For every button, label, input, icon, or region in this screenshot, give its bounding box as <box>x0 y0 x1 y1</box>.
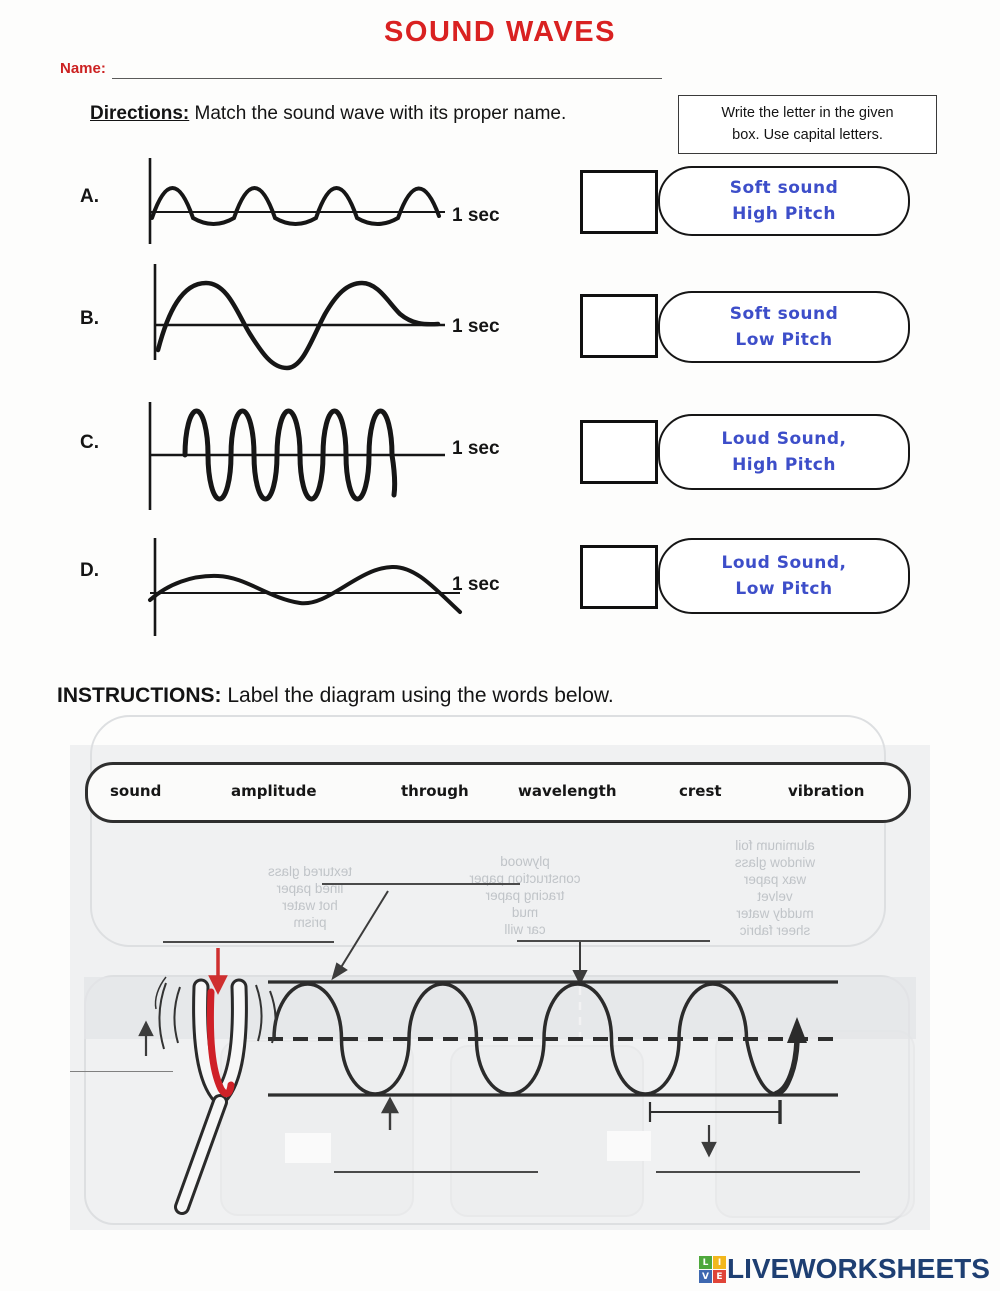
note-line-1: Write the letter in the given <box>721 105 894 122</box>
fork-up-arrow <box>140 1023 152 1056</box>
page-title: SOUND WAVES <box>384 16 616 48</box>
logo-cell-e: E <box>713 1270 726 1283</box>
directions-body: Match the sound wave with its proper name. <box>189 103 567 124</box>
time-label-c: 1 sec <box>452 438 500 459</box>
answer-box-a[interactable] <box>580 170 658 234</box>
directions-text <box>90 103 566 125</box>
wave-label-a: A. <box>80 186 99 207</box>
time-label-b: 1 sec <box>452 316 500 337</box>
time-label-d: 1 sec <box>452 574 500 595</box>
directions-label: Directions: <box>90 103 190 124</box>
wavelength-bracket <box>650 1100 780 1124</box>
liveworksheets-brand-link[interactable]: LIVEWORKSHEETS <box>727 1253 990 1284</box>
answer-box-b[interactable] <box>580 294 658 358</box>
arrow-down-to-crest <box>574 942 586 1037</box>
option-pill-c[interactable] <box>658 414 910 490</box>
name-input-line[interactable] <box>112 56 662 79</box>
labeling-diagram <box>70 745 930 1230</box>
note-line-2: box. Use capital letters. <box>732 126 883 143</box>
option-a-line1: Soft sound <box>729 177 839 198</box>
word-wavelength: wavelength <box>518 782 617 800</box>
instructions-label: INSTRUCTIONS: <box>57 684 222 707</box>
word-sound: sound <box>110 782 162 800</box>
word-crest: crest <box>679 782 722 800</box>
wave-label-b: B. <box>80 308 99 329</box>
logo-cell-v: V <box>699 1270 712 1283</box>
ghost-text-col3: aluminum foil window glass wax paper velvet muddy water sheer fabric <box>734 838 816 938</box>
ghost-text-col2: plywood construction paper tracing paper mud car will <box>469 854 581 937</box>
word-amplitude: amplitude <box>231 782 317 800</box>
option-b-line2: Low Pitch <box>735 330 833 350</box>
instructions-text <box>57 684 614 708</box>
option-pill-b[interactable] <box>658 291 910 363</box>
word-through: through <box>401 782 469 800</box>
instructions-body: Label the diagram using the words below. <box>221 684 614 707</box>
option-b-line1: Soft sound <box>729 303 839 324</box>
logo-cell-i: I <box>713 1256 726 1269</box>
word-bank <box>85 762 911 823</box>
option-c-line1: Loud Sound, <box>721 428 847 449</box>
logo-cell-l: L <box>699 1256 712 1269</box>
option-d-line2: Low Pitch <box>735 579 833 599</box>
waveform-a <box>60 152 530 252</box>
wave-label-c: C. <box>80 432 99 453</box>
arrow-to-crest-line <box>333 891 388 978</box>
answer-box-c[interactable] <box>580 420 658 484</box>
arrow-up-to-trough <box>383 1099 397 1130</box>
option-pill-a[interactable] <box>658 166 910 236</box>
option-c-line2: High Pitch <box>732 455 836 475</box>
option-pill-d[interactable] <box>658 538 910 614</box>
tuning-fork <box>182 987 239 1207</box>
time-label-a: 1 sec <box>452 205 500 226</box>
option-a-line2: High Pitch <box>732 204 836 224</box>
name-label: Name: <box>60 60 106 77</box>
word-vibration: vibration <box>788 782 865 800</box>
ghost-text-col1: textured glass lined paper hot water prism <box>267 864 353 930</box>
arrow-down-to-bottom-line <box>703 1125 715 1155</box>
liveworksheets-logo-icon <box>699 1256 726 1283</box>
answer-box-d[interactable] <box>580 545 658 609</box>
note-box <box>678 95 937 154</box>
option-d-line1: Loud Sound, <box>721 552 847 573</box>
wave-end-up-arrow <box>775 1017 807 1094</box>
fork-strike-arrow <box>211 948 225 991</box>
wave-label-d: D. <box>80 560 99 581</box>
